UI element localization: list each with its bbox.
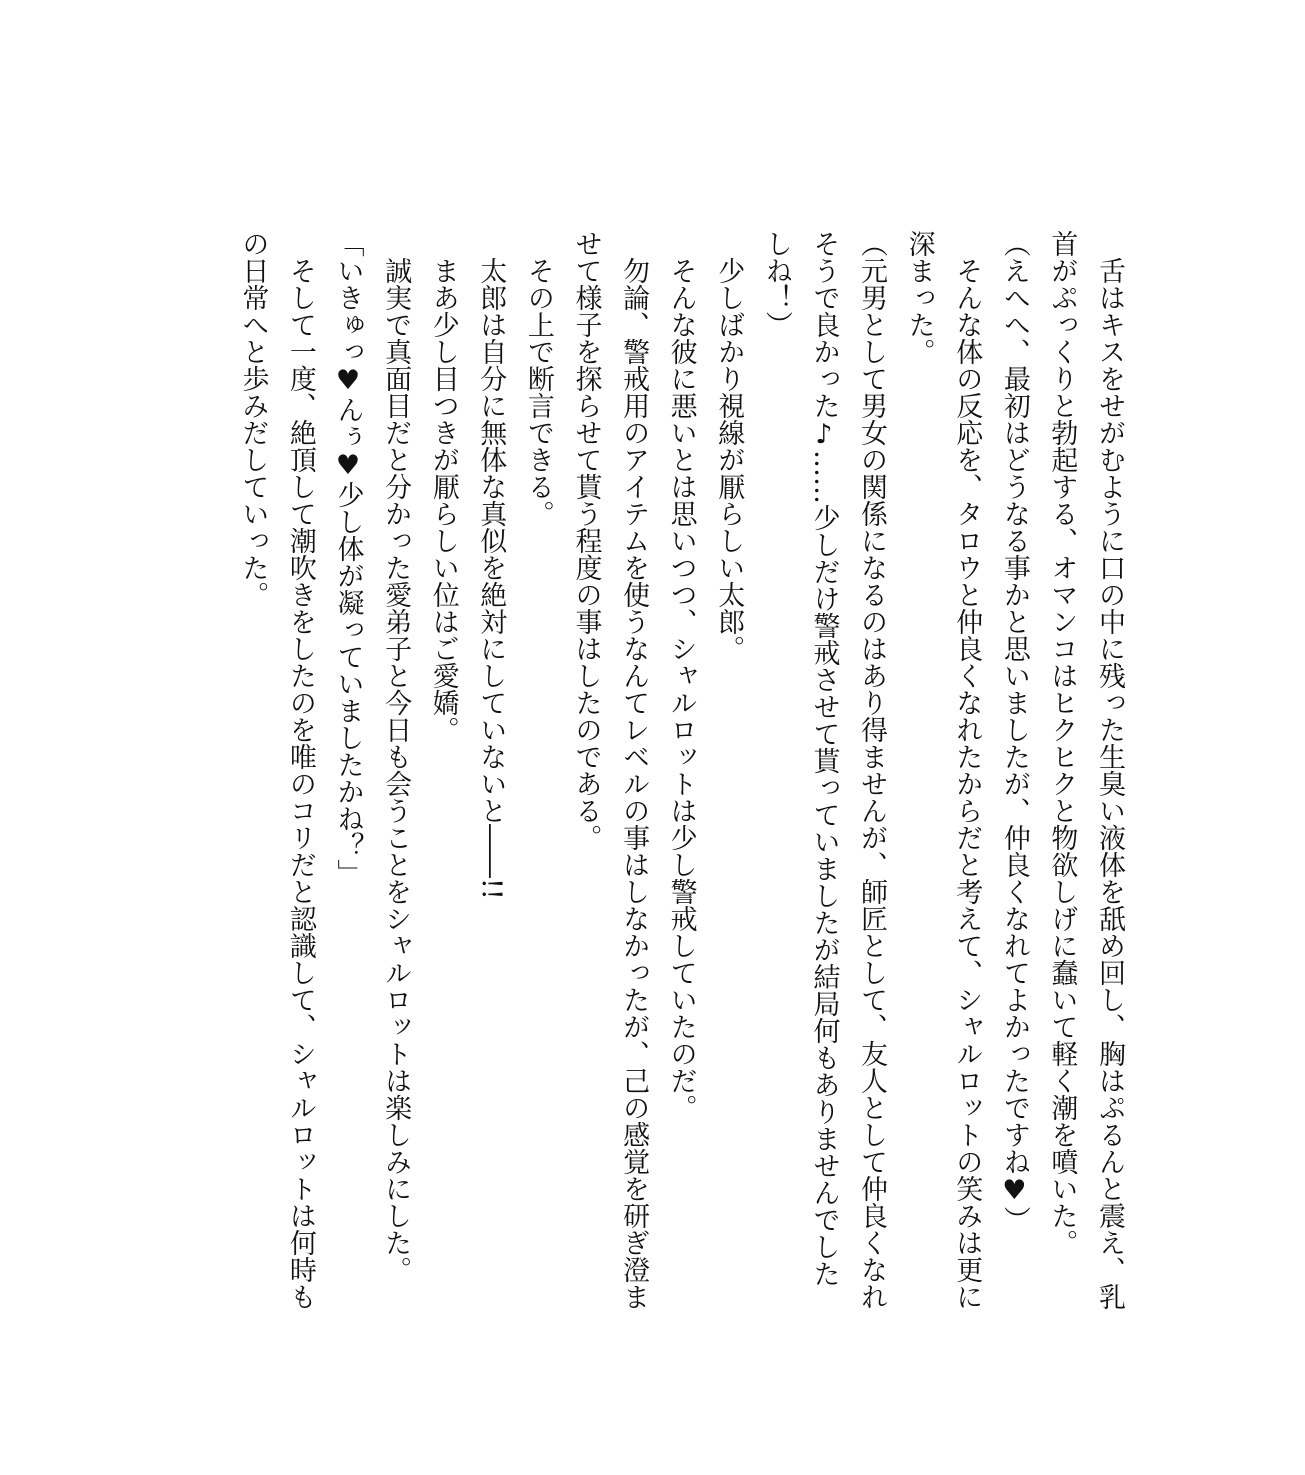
text-line: 「いきゅっ♥んぅ♥少し体が凝っていましたかね？」 (332, 230, 364, 886)
text-line: そして一度、絶頂して潮吹きをしたのを唯のコリだと認識して、シャルロットは何時も (284, 230, 316, 1310)
text-line: しね！） (760, 230, 792, 338)
text-line: 深まった。 (903, 230, 935, 365)
text-line: その上で断言できる。 (522, 230, 554, 527)
text-line: そんな体の反応を、タロウと仲良くなれたからだと考えて、シャルロットの笑みは更に (951, 230, 983, 1310)
text-line: そうで良かった♪……少しだけ警戒させて貰っていましたが結局何もありませんでした (808, 230, 840, 1287)
text-line: の日常へと歩みだしていった。 (237, 230, 269, 608)
text-line: 誠実で真面目だと分かった愛弟子と今日も会うことをシャルロットは楽しみにした。 (380, 230, 412, 1283)
text-line: （えへへ、最初はどうなる事かと思いましたが、仲良くなれてよかったですね♥） (998, 230, 1030, 1233)
text-line: 舌はキスをせがむように口の中に残った生臭い液体を舐め回し、胸はぷるんと震え、乳 (1094, 230, 1125, 1310)
text-line: そんな彼に悪いとは思いつつ、シャルロットは少し警戒していたのだ。 (665, 230, 697, 1121)
text-line: 太郎は自分に無体な真似を絶対にしていないと――!! (475, 230, 507, 900)
text-line: 首がぷっくりと勃起する、オマンコはヒクヒクと物欲しげに蠢いて軽く潮を噴いた。 (1046, 230, 1078, 1256)
text-line: （元男として男女の関係になるのはあり得ませんが、師匠として、友人として仲良くなれ (856, 230, 888, 1310)
text-line: まあ少し目つきが厭らしい位はご愛嬌。 (427, 230, 459, 743)
text-line: 勿論、警戒用のアイテムを使うなんてレベルの事はしなかったが、己の感覚を研ぎ澄ま (618, 230, 650, 1310)
text-line: せて様子を探らせて貰う程度の事はしたのである。 (570, 230, 602, 851)
text-line: 少しばかり視線が厭らしい太郎。 (713, 230, 745, 662)
vertical-text-page (229, 230, 1133, 1310)
